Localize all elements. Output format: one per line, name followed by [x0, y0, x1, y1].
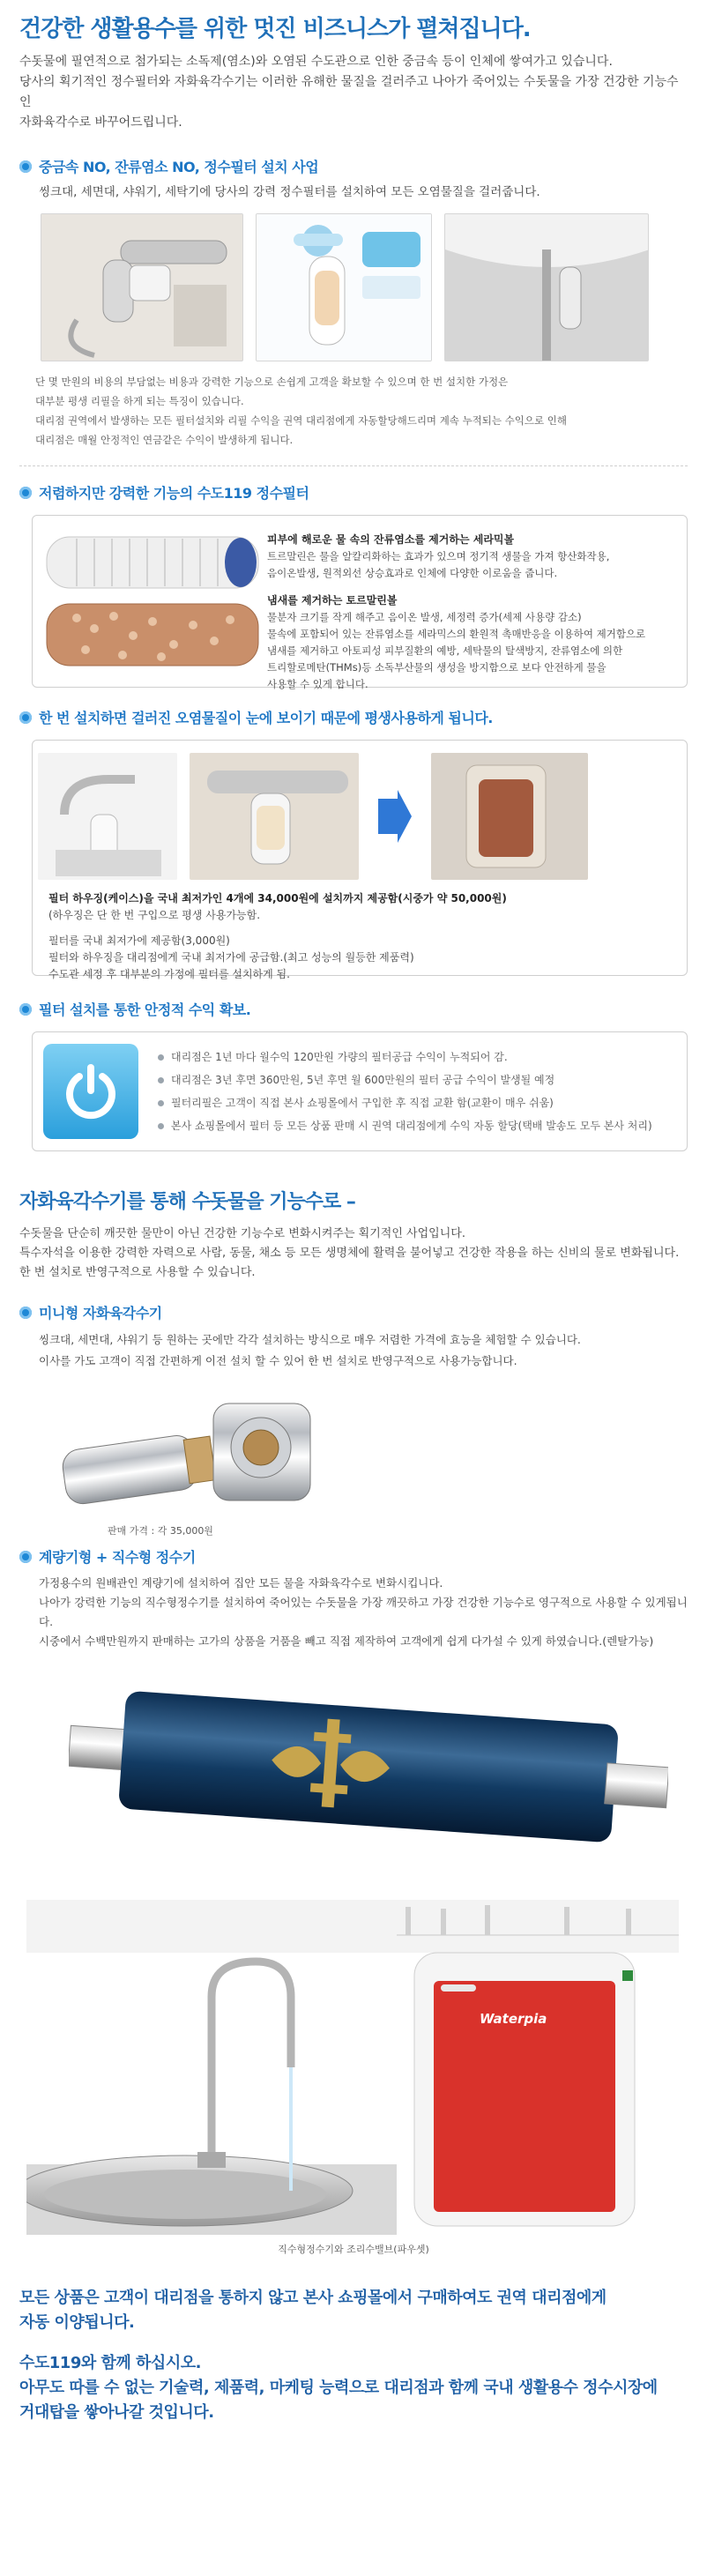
footer-line: 모든 상품은 고객이 대리점을 통하지 않고 본사 쇼핑몰에서 구매하여도 권역 대리점에게 [19, 2289, 607, 2307]
sink-filter-photo [444, 213, 649, 361]
text-line: 한 번 설치로 반영구적으로 사용할 수 있습니다. [19, 1266, 256, 1279]
section-notes [35, 372, 688, 450]
note-line: 대부분 평생 리필을 하게 되는 특징이 있습니다. [35, 395, 244, 407]
section-title: 계량기형 + 직수형 정수기 [39, 1549, 196, 1566]
bullet-dot [158, 1054, 164, 1061]
installed-filter-photo [190, 753, 359, 880]
text-line: 특수자석을 이용한 강력한 자력으로 사람, 동물, 채소 등 모든 생명체에 활력을 불어넣고 건강한 작용을 하는 신비의 물로 변화됩니다. [19, 1247, 680, 1260]
footer-line: 수도119와 함께 하십시오. [19, 2354, 201, 2372]
lifetime-use-box [32, 740, 688, 980]
meter-magnetizer-photo [69, 1683, 668, 1850]
para-line: 음이온발생, 원적외선 상승효과로 인체에 다양한 이로움을 줍니다. [267, 567, 558, 579]
divider [19, 465, 688, 466]
stable-income-box [32, 1031, 688, 1151]
bullet-icon [19, 160, 32, 173]
bullet-icon [19, 711, 32, 724]
para-line: 물속에 포함되어 있는 잔류염소를 세라믹스의 환원적 촉매반응을 이용하여 제거함으로 [267, 628, 646, 640]
para-line: 트르말린은 물을 알칼리화하는 효과가 있으며 정기적 생물을 가져 항산화작용, [267, 550, 610, 562]
section-title: 저렴하지만 강력한 기능의 수도119 정수필터 [39, 485, 309, 502]
sink-faucet-photo [38, 753, 177, 880]
section-heading-filter-business [19, 156, 688, 176]
note-line: 단 몇 만원의 비용의 부담없는 비용과 강력한 기능으로 손쉽게 고객을 확보할 수 있으며 한 번 설치한 가정은 [35, 376, 509, 388]
para-title: 피부에 해로운 물 속의 잔류염소를 제거하는 세라믹볼 [267, 533, 515, 546]
power-icon [43, 1044, 138, 1139]
highlight-line: 필터 하우징(케이스)을 국내 최저가인 4개에 34,000원에 설치까지 제공함(시중가 약 50,000원) [48, 892, 507, 905]
section-heading-stable-income [19, 999, 688, 1019]
footer-line: 거대탑을 쌓아나갈 것입니다. [19, 2403, 214, 2422]
section-title: 필터 설치를 통한 안정적 수익 확보. [39, 1001, 251, 1018]
text-line: 씽크대, 세면대, 샤워기 등 원하는 곳에만 각각 설치하는 방식으로 매우 저렴한 가격에 효능을 체험할 수 있습니다. [39, 1333, 581, 1346]
lifetime-use-text [33, 880, 687, 983]
list-item: 본사 쇼핑몰에서 필터 등 모든 상품 판매 시 권역 대리점에게 수익 자동 할당(택배 발송도 모두 본사 처리) [158, 1114, 652, 1137]
device-brand: Waterpia [480, 2011, 547, 2027]
price-caption: 판매 가격 : 각 35,000원 [108, 1525, 213, 1537]
bullet-dot [158, 1077, 164, 1083]
text-line: 나아가 강력한 기능의 직수형정수기를 설치하여 죽어있는 수돗물을 가장 깨끗하고 가장 건강한 기능수로 영구적으로 사용할 수 있게됩니다. [39, 1596, 688, 1628]
list-item: 필터리필은 고객이 직접 본사 쇼핑몰에서 구입한 후 직접 교환 함(교환이 매우 쉬움) [158, 1091, 652, 1114]
text-line: 필터와 하우징을 대리점에게 국내 최저가에 공급함.(최고 성능의 월등한 제품력) [48, 951, 414, 964]
shower-filter-photo [256, 213, 432, 361]
para-line: 트리할로메탄(THMs)등 소독부산물의 생성을 방지함으로 보다 안전하게 물을 [267, 661, 607, 674]
intro-line: 수돗물에 필연적으로 첨가되는 소독제(염소)와 오염된 수도관으로 인한 중금속 등이 인체에 쌓여가고 있습니다. [19, 55, 613, 69]
faucet-filter-photo [41, 213, 243, 361]
before-after-photos [33, 741, 687, 880]
income-list [138, 1046, 652, 1137]
mini-magnetizer-text [39, 1329, 688, 1372]
dirty-filter-photo [431, 753, 588, 880]
note-line: 대리점은 매월 안정적인 연금같은 수익이 발생하게 됩니다. [35, 434, 294, 446]
section-subtitle: 씽크대, 세면대, 샤워기, 세탁기에 당사의 강력 정수필터를 설치하여 모든 오염물질을 걸러줍니다. [39, 185, 540, 199]
meter-purifier-text [39, 1574, 688, 1651]
section-heading-mini-magnetizer [19, 1302, 688, 1322]
bullet-dot [158, 1123, 164, 1129]
text-line: 필터를 국내 최저가에 제공함(3,000원) [48, 934, 230, 947]
filter-features-box [32, 515, 688, 688]
para-title: 냄새를 제거하는 토르말린볼 [267, 594, 398, 607]
arrow-right-icon [378, 790, 412, 843]
page-title: 건강한 생활용수를 위한 멋진 비즈니스가 펼쳐집니다. [19, 16, 531, 42]
bullet-icon [19, 487, 32, 499]
section-heading-meter-purifier [19, 1546, 688, 1567]
para-line: 냄새를 제거하고 아토피성 피부질환의 예방, 세탁물의 탈색방지, 잔류염소에 의한 [267, 644, 623, 657]
text-line: 이사를 가도 고객이 직접 간편하게 이전 설치 할 수 있어 한 번 설치로 반영구적으로 사용가능합니다. [39, 1354, 517, 1367]
text-line: 시중에서 수백만원까지 판매하는 고가의 상품을 거품을 빼고 직접 제작하여 고객에게 쉽게 다가설 수 있게 하였습니다.(렌탈가능) [39, 1634, 654, 1648]
footer-line: 자동 이양됩니다. [19, 2313, 135, 2332]
section-heading-lifetime-use [19, 707, 688, 727]
footer-text [19, 2286, 688, 2425]
purifier-caption: 직수형정수기와 조리수밸브(파우셋) [278, 2244, 429, 2255]
intro-line: 당사의 획기적인 정수필터와 자화육각수기는 이러한 유해한 물질을 걸러주고 나아가 죽어있는 수돗물을 가장 건강한 기능수인 [19, 75, 679, 109]
filter-cartridge-photo [33, 516, 264, 687]
bullet-dot [158, 1100, 164, 1106]
note-line: 대리점 권역에서 발생하는 모든 필터설치와 리필 수익을 권역 대리점에게 자동할당해드리며 계속 누적되는 수익으로 인해 [35, 414, 567, 427]
intro-line: 자화육각수로 바꾸어드립니다. [19, 115, 182, 130]
section-title: 중금속 NO, 잔류염소 NO, 정수필터 설치 사업 [39, 159, 319, 175]
list-item: 대리점은 3년 후면 360만원, 5년 후면 월 600만원의 필터 공급 수익이 발생될 예정 [158, 1068, 652, 1091]
para-line: 물분자 크기를 작게 해주고 음이온 발생, 세정력 증가(세제 사용량 감소) [267, 611, 582, 623]
para-line: 사용할 수 있게 합니다. [267, 678, 368, 690]
magnetizer-heading: 자화육각수기를 통해 수돗물을 기능수로 – [19, 1191, 355, 1213]
mini-magnetizer-photo [55, 1388, 337, 1537]
magnetizer-text [19, 1225, 688, 1283]
filter-features-text [264, 516, 687, 690]
purifier-kitchen-photo [26, 1900, 679, 2235]
text-line: 가정용수의 원배관인 계량기에 설치하여 집안 모든 물을 자화육각수로 변화시킵니다. [39, 1576, 443, 1590]
filter-photo-row [41, 213, 688, 361]
text-line: 수도관 세정 후 대부분의 가정에 필터를 설치하게 됨. [48, 968, 290, 980]
bullet-icon [19, 1003, 32, 1016]
text-line: 수돗물을 단순히 깨끗한 물만이 아닌 건강한 기능수로 변화시켜주는 획기적인 사업입니다. [19, 1227, 465, 1240]
list-item: 대리점은 1년 마다 월수익 120만원 가량의 필터공급 수익이 누적되어 감. [158, 1046, 652, 1068]
bullet-icon [19, 1551, 32, 1563]
section-heading-filter-features [19, 482, 688, 503]
text-line: (하우징은 단 한 번 구입으로 평생 사용가능함. [48, 909, 261, 921]
intro-text [19, 52, 688, 133]
section-title: 미니형 자화육각수기 [39, 1305, 162, 1322]
footer-line: 아무도 따를 수 없는 기술력, 제품력, 마케팅 능력으로 대리점과 함께 국내 생활용수 정수시장에 [19, 2379, 658, 2397]
section-title: 한 번 설치하면 걸러진 오염물질이 눈에 보이기 때문에 평생사용하게 됩니다. [39, 710, 493, 726]
bullet-icon [19, 1307, 32, 1319]
